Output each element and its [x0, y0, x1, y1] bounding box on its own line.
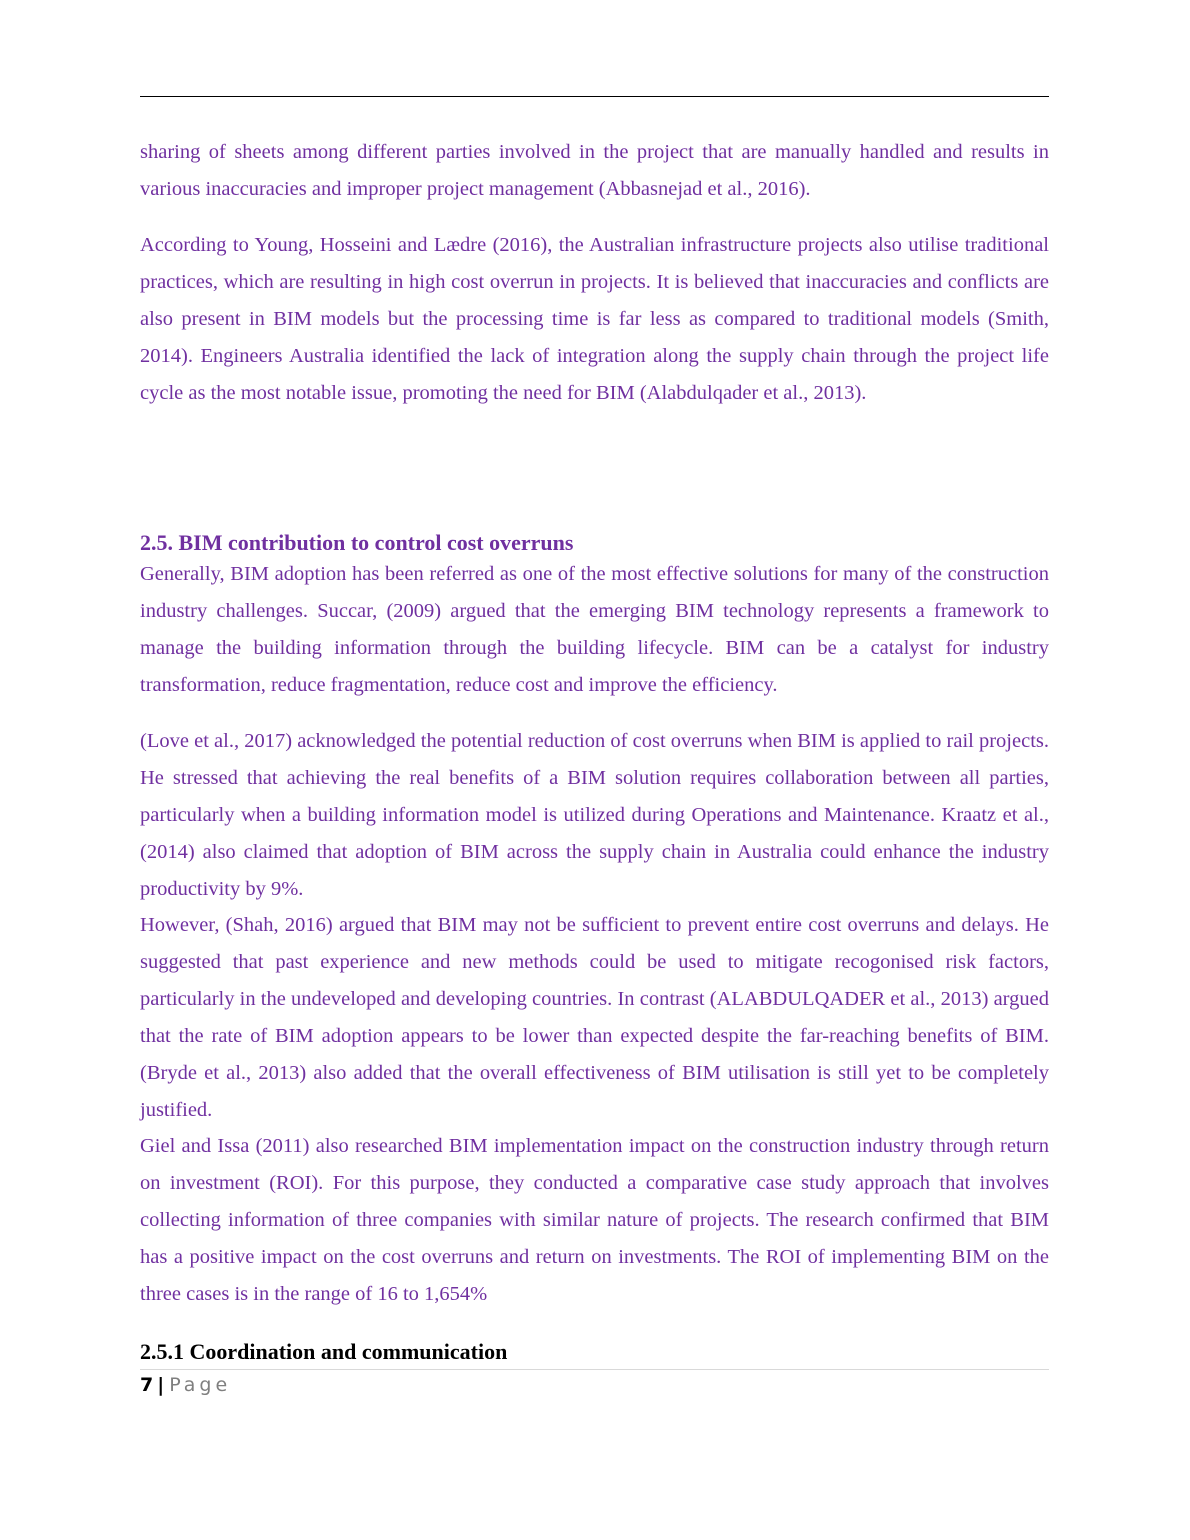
paragraph-bim-adoption: Generally, BIM adoption has been referred as one of the most effective solutions for many of the construction industry challenges. Succar, (2009) argued that the emerging BIM technology represents a framework to manage the building information through the building lifecycle. BIM can be a catalyst for industry transformation, reduce fragmentation, reduce cost and improve the efficiency.	[140, 563, 1049, 696]
paragraph-shah-2016: However, (Shah, 2016) argued that BIM may not be sufficient to prevent entire cost overruns and delays. He suggested that past experience and new methods could be used to mitigate recogonised risk factors, particularly in the undeveloped and developing countries. In contrast (ALABDULQADER et al., 2013) argued that the rate of BIM adoption appears to be lower than expected despite the far-reaching benefits of BIM. (Bryde et al., 2013) also added that the overall effectiveness of BIM utilisation is still yet to be completely justified.	[140, 914, 1049, 1121]
paragraph-love-2017: (Love et al., 2017) acknowledged the potential reduction of cost overruns when BIM is applied to rail projects. He stressed that achieving the real benefits of a BIM solution requires collaboration between all parties, particularly when a building information model is utilized during Operations and Maintenance. Kraatz et al., (2014) also claimed that adoption of BIM across the supply chain in Australia could enhance the industry productivity by 9%.	[140, 730, 1049, 900]
section-heading-bim-contribution: 2.5. BIM contribution to control cost overruns	[140, 530, 574, 555]
footer-rule	[140, 1369, 1049, 1370]
paragraph-giel-issa-roi: Giel and Issa (2011) also researched BIM implementation impact on the construction industry through return on investment (ROI). For this purpose, they conducted a comparative case study approach that involves collecting information of three companies with similar nature of projects. The research confirmed that BIM has a positive impact on the cost overruns and return on investments. The ROI of implementing BIM on the three cases is in the range of 16 to 1,654%	[140, 1135, 1049, 1305]
header-rule	[140, 96, 1049, 97]
page-label: Page	[169, 1374, 232, 1396]
footer-separator: |	[157, 1374, 165, 1396]
paragraph-sharing-sheets: sharing of sheets among different parties involved in the project that are manually handled and results in various inaccuracies and improper project management (Abbasnejad et al., 2016).	[140, 141, 1049, 200]
document-page	[140, 0, 1049, 1540]
paragraph-australian-infrastructure: According to Young, Hosseini and Lædre (2016), the Australian infrastructure projects also utilise traditional practices, which are resulting in high cost overrun in projects. It is believed that inaccuracies and conflicts are also present in BIM models but the processing time is far less as compared to traditional models (Smith, 2014). Engineers Australia identified the lack of integration along the supply chain through the project life cycle as the most notable issue, promoting the need for BIM (Alabdulqader et al., 2013).	[140, 234, 1049, 404]
page-footer	[140, 1372, 231, 1398]
page-number: 7	[140, 1374, 154, 1396]
subsection-heading-coordination: 2.5.1 Coordination and communication	[140, 1339, 508, 1364]
